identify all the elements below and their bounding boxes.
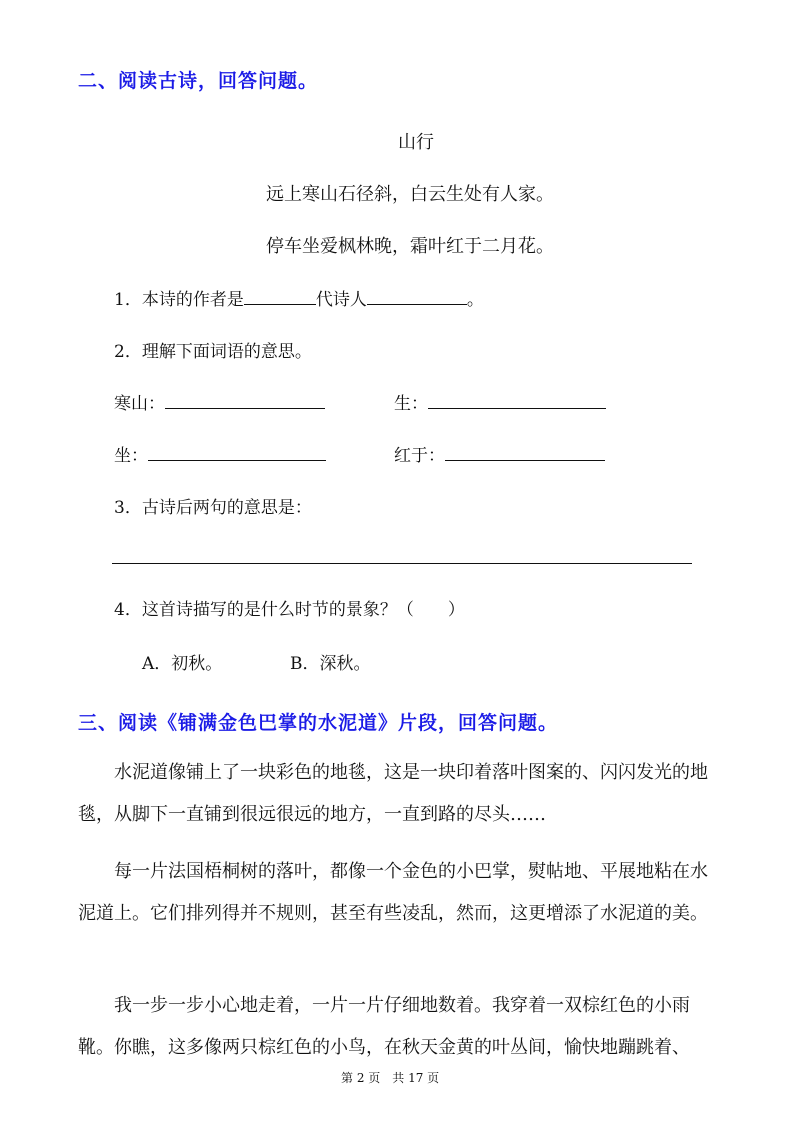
term-hongyu-label: 红于：: [394, 446, 445, 466]
question-1: [114, 285, 484, 310]
term-sheng: [394, 389, 606, 414]
answer-blank-zuo[interactable]: [148, 444, 326, 461]
poem-line-2: 停车坐爱枫林晚，霜叶红于二月花。: [266, 236, 554, 257]
option-b[interactable]: B．深秋。: [290, 654, 371, 674]
question-1-suffix: 。: [466, 290, 484, 310]
passage-paragraph-2: 每一片法国梧桐树的落叶，都像一个金色的小巴掌，熨帖地、平展地粘在水泥道上。它们排列得并不规则，甚至有些凌乱，然而，这更增添了水泥道的美。: [78, 861, 708, 924]
term-hanshan: [114, 389, 325, 414]
question-4-prompt: 4．这首诗描写的是什么时节的景象？（ ）: [114, 600, 465, 620]
answer-blank-dynasty[interactable]: [244, 288, 316, 305]
answer-blank-hanshan[interactable]: [165, 392, 325, 409]
answer-blank-hongyu[interactable]: [445, 444, 605, 461]
term-hongyu: [394, 441, 605, 466]
poem-line-1: 远上寒山石径斜，白云生处有人家。: [266, 184, 554, 205]
term-zuo: [114, 441, 326, 466]
section2-heading: 二、阅读古诗，回答问题。: [78, 70, 319, 92]
answer-line-q3[interactable]: [112, 563, 692, 564]
term-sheng-label: 生：: [394, 394, 428, 414]
question-1-prefix: 1．本诗的作者是: [114, 290, 244, 310]
option-a[interactable]: A．初秋。: [142, 654, 223, 674]
passage-paragraph-3: 我一步一步小心地走着，一片一片仔细地数着。我穿着一双棕红色的小雨靴。你瞧，这多像两只棕红色的小鸟，在秋天金黄的叶丛间，愉快地蹦跳着、: [78, 995, 690, 1058]
answer-blank-author[interactable]: [367, 288, 467, 305]
answer-blank-sheng[interactable]: [428, 392, 606, 409]
term-hanshan-label: 寒山：: [114, 394, 165, 414]
question-1-middle: 代诗人: [315, 290, 367, 310]
poem-title: 山行: [398, 132, 434, 153]
passage-paragraph-1: 水泥道像铺上了一块彩色的地毯，这是一块印着落叶图案的、闪闪发光的地毯，从脚下一直铺到很远很远的地方，一直到路的尽头……: [78, 762, 708, 825]
question-3-prompt: 3．古诗后两句的意思是：: [114, 498, 312, 518]
page-footer: 第 2 页 共 17 页: [341, 1071, 440, 1085]
question-2-prompt: 2．理解下面词语的意思。: [114, 342, 312, 362]
section3-heading: 三、阅读《铺满金色巴掌的水泥道》片段，回答问题。: [78, 712, 559, 734]
term-zuo-label: 坐：: [114, 446, 148, 466]
